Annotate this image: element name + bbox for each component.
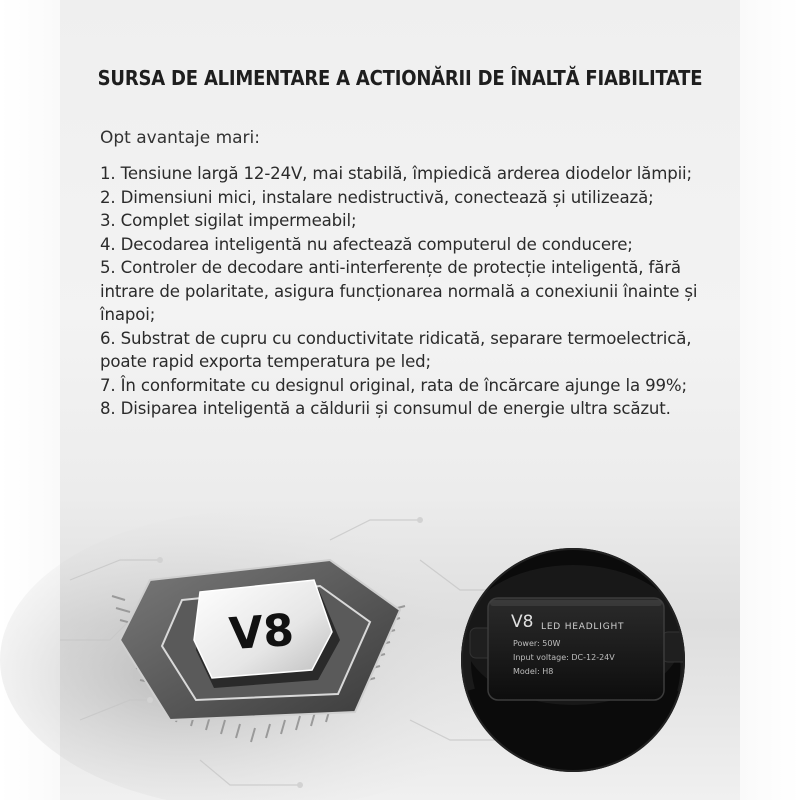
list-item: 1. Tensiune largă 12-24V, mai stabilă, împiedică arderea diodelor lămpii; — [100, 164, 692, 183]
list-item: 2. Dimensiuni mici, instalare nedistructivă, conectează și utilizează; — [100, 187, 654, 207]
page-title: SURSA DE ALIMENTARE A ACTIONĂRII DE ÎNALTĂ FIABILITATE — [97, 66, 703, 90]
list-item: 7. În conformitate cu designul original, rata de încărcare ajunge la 99%; — [100, 375, 687, 395]
advantages-intro: Opt avantaje mari: — [100, 128, 260, 148]
module-power: Power: 50W — [513, 639, 561, 648]
module-input-voltage: Input voltage: DC-12-24V — [513, 653, 615, 662]
list-item: 5. Controler de decodare anti-interferențe de protecție inteligentă, fără intrare de polaritate, asigura funcționarea normală a conexiunii înainte și înapoi; — [100, 258, 698, 324]
module-brand: LED HEADLIGHT — [541, 622, 625, 632]
list-item: 4. Decodarea inteligentă nu afectează computerul de conducere; — [100, 234, 633, 254]
module-model: Model: H8 — [513, 667, 554, 676]
list-item: 3. Complet sigilat impermeabil; — [100, 211, 357, 230]
list-item: 6. Substrat de cupru cu conductivitate ridicată, separare termoelectrică, poate rapid exporta temperatura pe led; — [100, 328, 692, 371]
chip-label: V8 — [227, 604, 296, 661]
list-item: 8. Disiparea inteligentă a căldurii și consumul de energie ultra scăzut. — [100, 399, 671, 418]
module-model-badge: V8 — [511, 612, 534, 632]
